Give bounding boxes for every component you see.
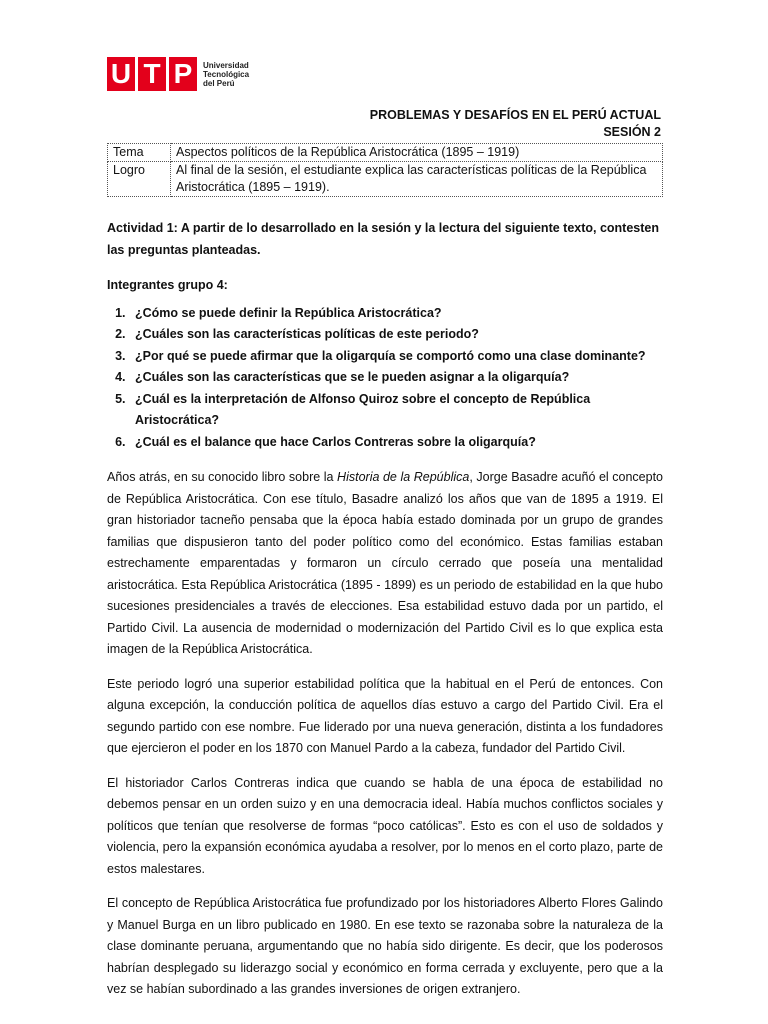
session-label: SESIÓN 2 [603, 125, 661, 139]
book-title: Historia de la República [337, 470, 470, 484]
question-list [107, 303, 663, 454]
logo-line-1: Universidad [203, 60, 249, 70]
utp-logo [107, 56, 249, 92]
members-label: Integrantes grupo 4: [107, 278, 228, 292]
logo-letter-u: U [107, 57, 135, 91]
course-title: PROBLEMAS Y DESAFÍOS EN EL PERÚ ACTUAL [369, 108, 661, 122]
paragraph-1-rest: , Jorge Basadre acuñó el concepto de República Aristocrática. Con ese título, Basadre analizó los años que van de 1895 a 1919. El gran historiador tacneño pensaba que la época había estado dominada por un grupo de grandes familias que dispusieron tanto del poder político como del económico. Estas familias estaban estrechamente emparentadas y formaron un círculo cerrado que poseía una mentalidad aristocrática. Esta República Aristocrática (1895 - 1899) es un periodo de estabilidad en la que hubo sucesiones presidenciales a través de elecciones. Esa estabilidad estuvo dada por un partido, el Partido Civil. La ausencia de modernidad o modernización del Partido Civil es lo que explica esta imagen de la República Aristocrática. [107, 470, 663, 656]
document-body [107, 218, 663, 1014]
info-value: Aspectos políticos de la República Aristocrática (1895 – 1919) [171, 144, 663, 162]
paragraph-1-start: Años atrás, en su conocido libro sobre la [107, 470, 338, 484]
info-label: Tema [108, 144, 171, 162]
info-row-logro [108, 162, 663, 197]
list-item: 6. ¿Cuál es el balance que hace Carlos Contreras sobre la oligarquía? [129, 432, 663, 454]
paragraph-2: Este periodo logró una superior estabilidad política que la habitual en el Perú de entonces. Con alguna excepción, la conducción política de aquellos días estuvo a cargo del Partido Civil. Era el segundo partido con ese nombre. Fue liderado por una nueva generación, distinta a los fundadores que ejercieron el poder en los 1870 con Manuel Pardo a la cabeza, fundador del Partido Civil. [107, 676, 663, 755]
logo-line-3: del Perú [203, 78, 235, 88]
info-row-tema [108, 144, 663, 162]
list-item: 4. ¿Cuáles son las características que se le pueden asignar a la oligarquía? [129, 367, 663, 389]
paragraph-1 [107, 467, 663, 661]
logo-letters [107, 57, 197, 91]
document-header [370, 107, 661, 141]
logo-university-name [203, 61, 249, 88]
logo-line-2: Tecnológica [203, 69, 250, 79]
info-value: Al final de la sesión, el estudiante explica las características políticas de la República Aristocrática (1895 – 1919). [171, 162, 663, 197]
activity-instructions: Actividad 1: A partir de lo desarrollado en la sesión y la lectura del siguiente texto, contesten las preguntas planteadas. [107, 221, 660, 257]
paragraph-3: El historiador Carlos Contreras indica que cuando se habla de una época de estabilidad no debemos pensar en un orden suizo y en una democracia ideal. Había muchos conflictos sociales y políticos que tenían que resolverse de formas “poco católicas”. Esto es con el uso de soldados y violencia, pero la expansión económica ayudaba a resolver, por lo menos en el corto plazo, parte de estos malestares. [107, 775, 663, 876]
list-item: 1. ¿Cómo se puede definir la República Aristocrática? [129, 303, 663, 325]
paragraph-4: El concepto de República Aristocrática fue profundizado por los historiadores Alberto Flores Galindo y Manuel Burga en un libro publicado en 1980. En ese texto se razonaba sobre la naturaleza de la clase dominante peruana, argumentando que no había sido dirigente. Es decir, que los poderosos habrían desplegado su liderazgo social y económico en forma cerrada y excluyente, pero que a la vez se habían subordinado a las grandes inversiones de origen extranjero. [107, 896, 663, 996]
info-label: Logro [108, 162, 171, 197]
info-table [107, 143, 663, 197]
logo-letter-p: P [169, 57, 197, 91]
list-item: 3. ¿Por qué se puede afirmar que la oligarquía se comportó como una clase dominante? [129, 346, 663, 368]
list-item: 2. ¿Cuáles son las características políticas de este periodo? [129, 324, 663, 346]
list-item: 5. ¿Cuál es la interpretación de Alfonso Quiroz sobre el concepto de República Aristocrática? [129, 389, 663, 432]
logo-letter-t: T [138, 57, 166, 91]
